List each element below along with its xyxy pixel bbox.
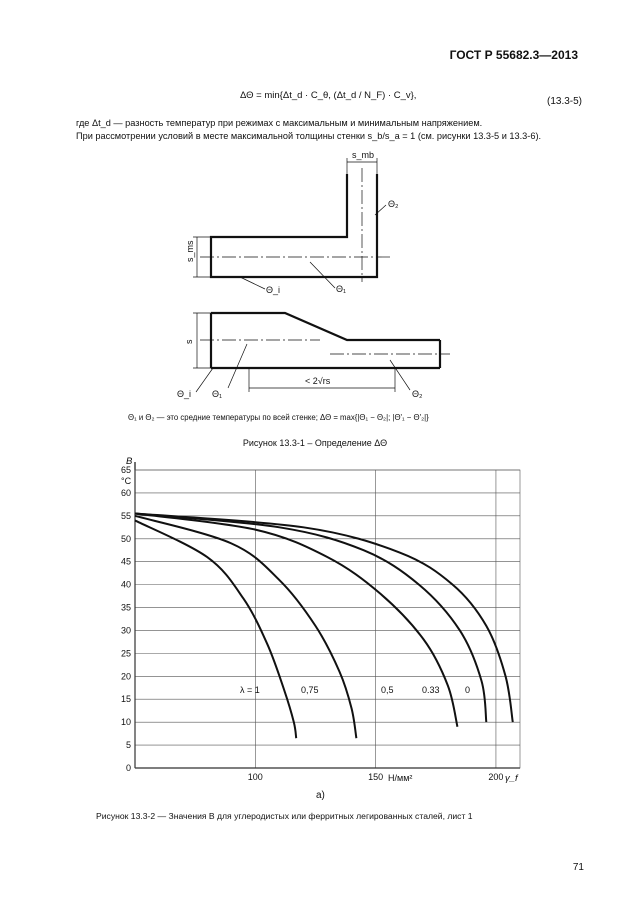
ytick-label-10: 10 — [120, 717, 131, 728]
leader-theta2-bot — [390, 360, 410, 390]
label-sms: s_ms — [185, 240, 195, 262]
label-thetai-top: Θ_i — [266, 285, 281, 295]
label-theta2-bot: Θ₂ — [412, 389, 423, 399]
standard-header: ГОСТ Р 55682.3—2013 — [449, 48, 578, 62]
label-span: < 2√rs — [305, 376, 331, 386]
ytick-label-65: 65 — [120, 465, 131, 475]
leader-thetai-bot — [196, 368, 213, 392]
page-number: 71 — [572, 862, 584, 873]
series-label-4: 0 — [465, 685, 471, 695]
paragraph-wall-thickness: При рассмотрении условий в месте максимальной толщины стенки s_b/s_a = 1 (см. рисунки 13.3-5 и 13.3-6). — [76, 131, 542, 141]
label-s: s — [184, 339, 194, 344]
ytick-label-35: 35 — [120, 602, 131, 613]
ytick-label-15: 15 — [120, 694, 131, 705]
ytick-label-20: 20 — [120, 671, 131, 682]
equation-number: (13.3-5) — [546, 96, 582, 107]
paragraph-delta-t: где Δt_d — разность температур при режимах с максимальным и минимальным напряжением. — [76, 118, 483, 128]
leader-thetai-top — [240, 277, 265, 289]
leader-theta1-bot — [228, 344, 247, 388]
x-axis-label: Н/мм² — [388, 773, 413, 783]
xtick-label-100: 100 — [247, 772, 263, 782]
chart-13-3-2 — [121, 456, 520, 801]
ytick-label-5: 5 — [125, 740, 131, 751]
ytick-label-50: 50 — [120, 533, 131, 544]
ytick-label-60: 60 — [120, 487, 131, 498]
xtick-label-200: 200 — [488, 772, 504, 782]
series-curve-1 — [135, 516, 356, 738]
ytick-label-25: 25 — [120, 648, 131, 659]
ytick-label-0: 0 — [125, 763, 131, 773]
series-curve-2 — [135, 514, 457, 727]
figure2-caption: Рисунок 13.3-2 — Значения B для углеродистых или ферритных легированных сталей, лист 1 — [96, 811, 473, 821]
formula-13-3-5: ΔΘ = min{Δt_d · C_θ, (Δt_d / N_F) · C_v}, — [240, 90, 417, 101]
label-theta1-bot: Θ₁ — [212, 389, 223, 399]
label-theta2-top: Θ₂ — [388, 199, 399, 209]
series-curve-0 — [135, 520, 296, 738]
x-axis-symbol: γ_f — [505, 773, 518, 784]
ytick-label-30: 30 — [120, 625, 131, 636]
panel-label: а) — [316, 790, 325, 801]
series-label-2: 0,5 — [381, 685, 394, 695]
label-thetai-bot: Θ_i — [177, 389, 192, 399]
series-label-0: λ = 1 — [240, 685, 260, 695]
figure1-caption: Рисунок 13.3-1 – Определение ΔΘ — [242, 438, 388, 448]
series-curve-4 — [135, 514, 513, 723]
y-axis-unit: °C — [121, 476, 132, 486]
label-smb: s_mb — [352, 150, 375, 160]
taper-top-edge — [211, 313, 440, 340]
t-joint-outline — [211, 174, 377, 277]
label-theta1-top: Θ₁ — [336, 284, 347, 294]
xtick-label-150: 150 — [368, 772, 384, 782]
ytick-label-55: 55 — [120, 510, 131, 521]
series-label-3: 0.33 — [422, 685, 440, 695]
y-axis-symbol: B — [126, 456, 133, 467]
series-label-1: 0,75 — [301, 685, 319, 695]
figure1-note: Θ₁ и Θ₂ — это средние температуры по всей стенке; ΔΘ = max{|Θ₁ − Θ₂|; |Θ'₁ − Θ'₂|} — [128, 413, 429, 422]
leader-theta1-top — [310, 262, 335, 288]
plot-frame — [135, 470, 520, 768]
ytick-label-40: 40 — [120, 579, 131, 590]
ytick-label-45: 45 — [120, 556, 131, 567]
